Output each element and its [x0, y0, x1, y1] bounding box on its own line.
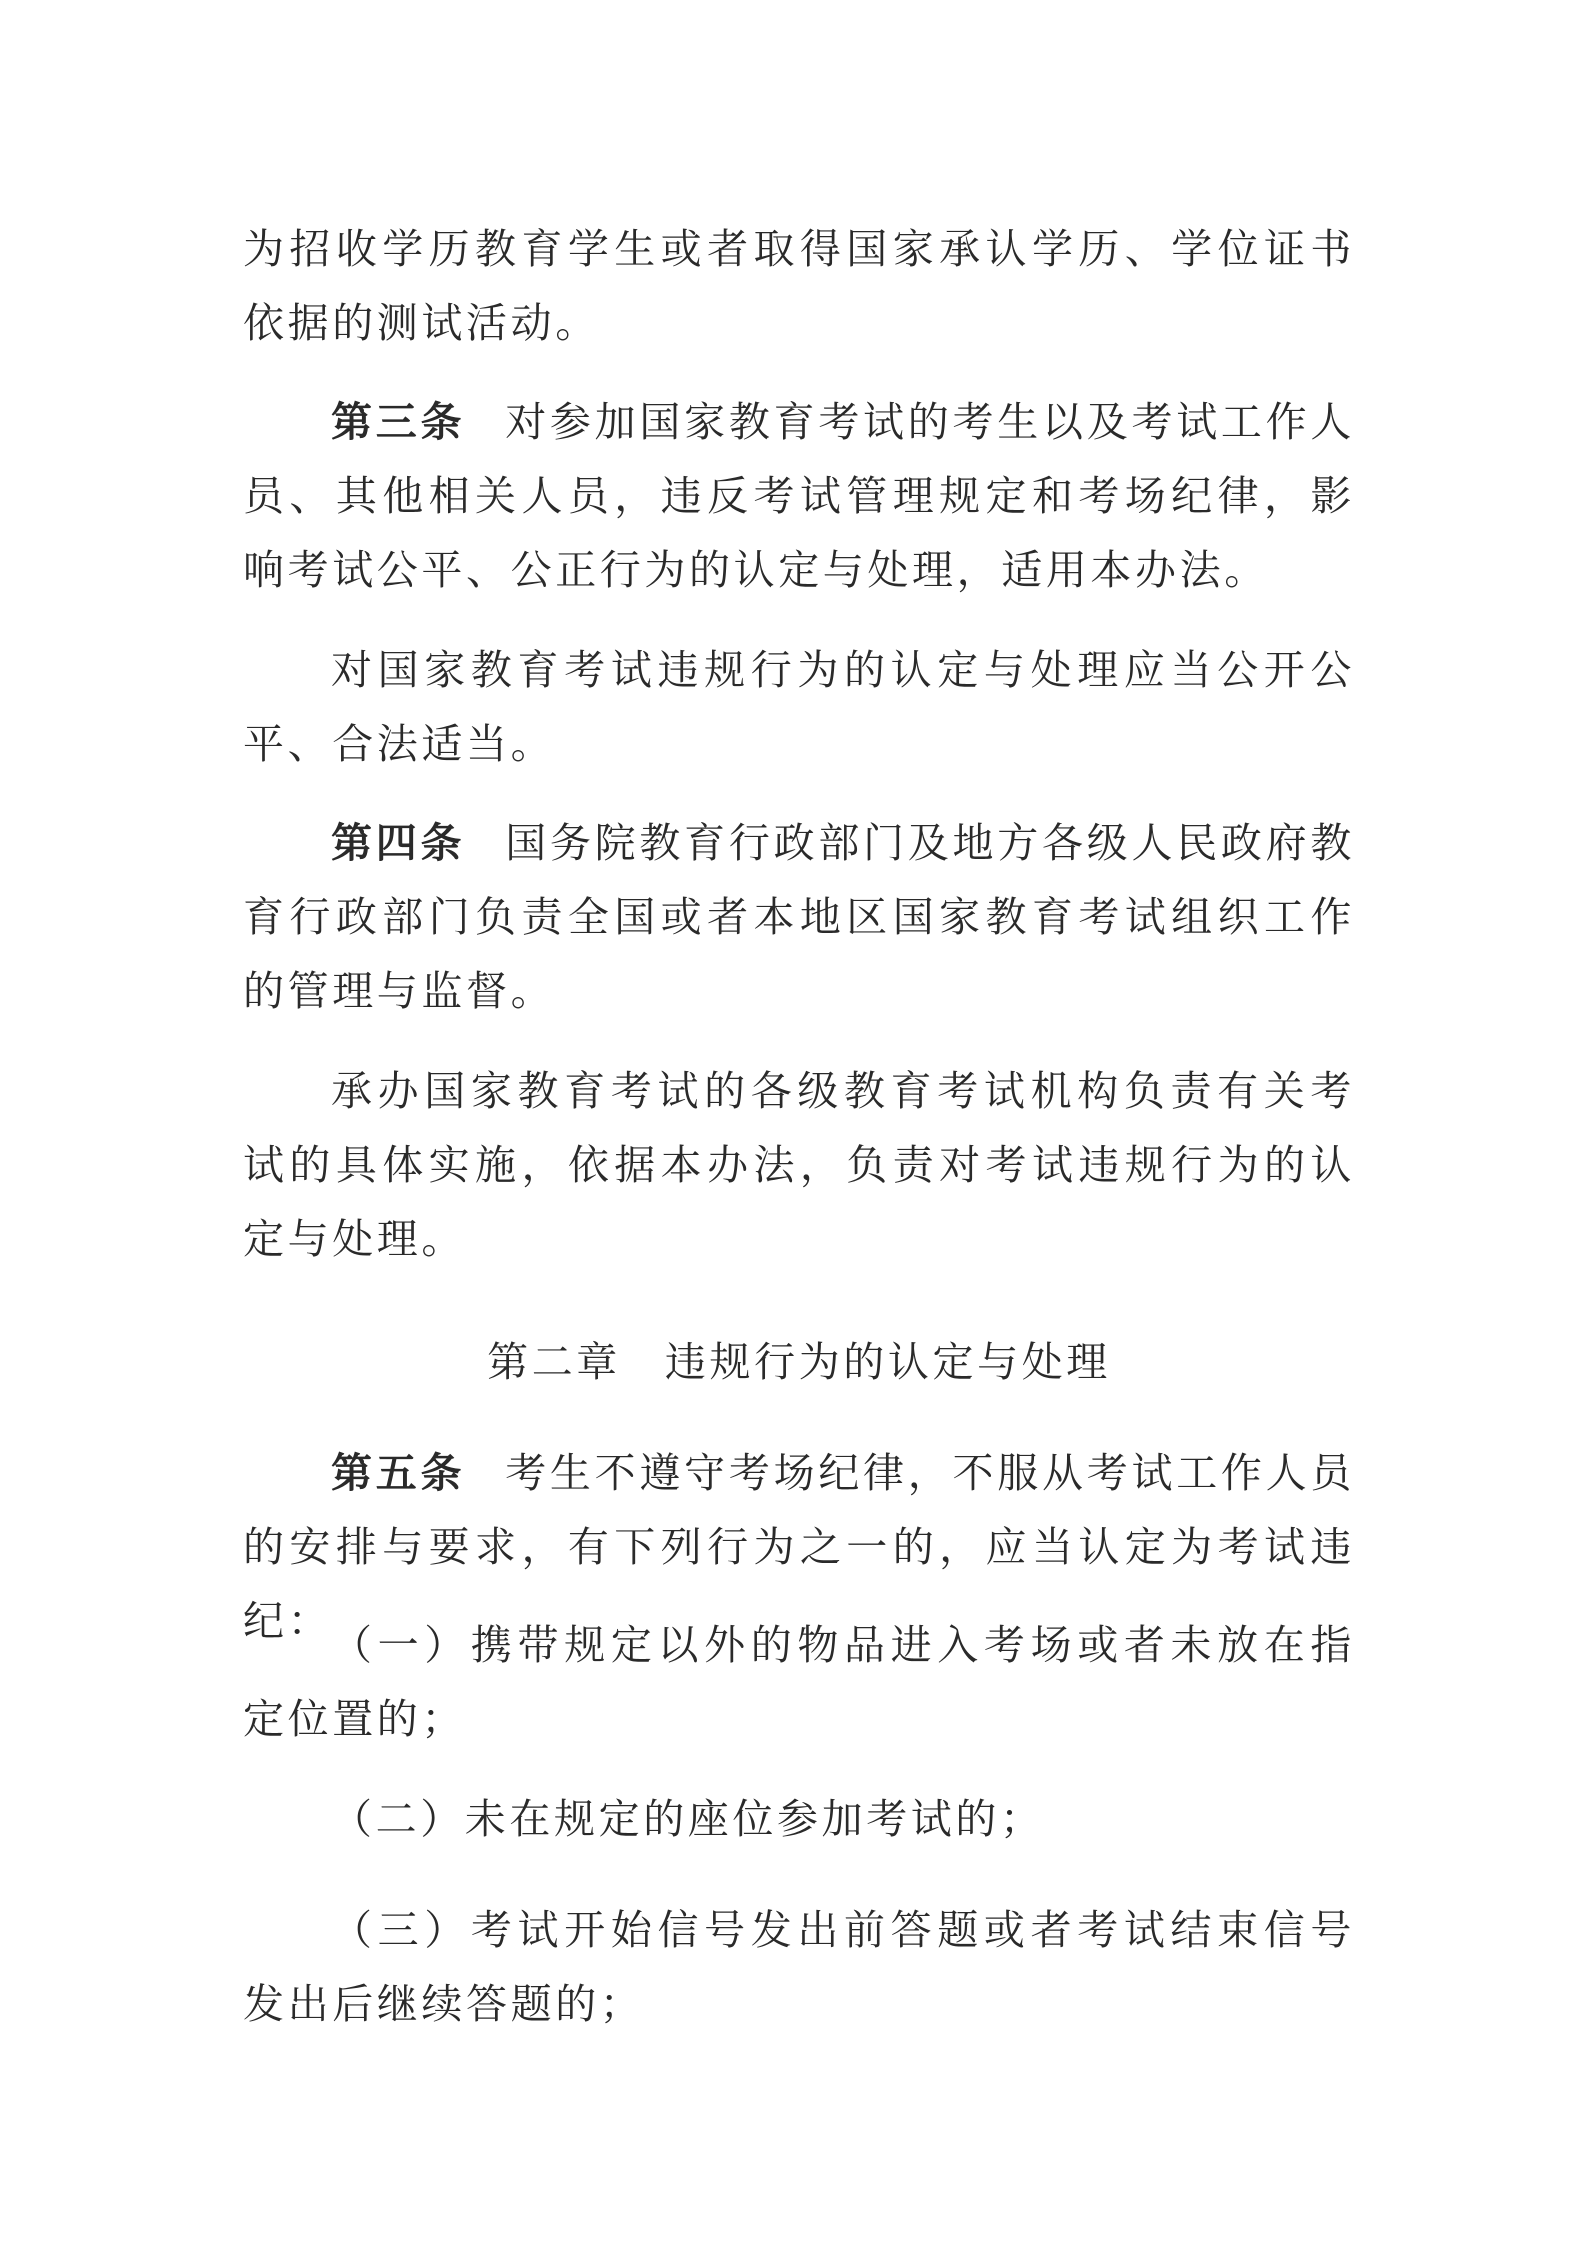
chapter-number: 第二章	[487, 1338, 621, 1386]
paragraph	[243, 1054, 1355, 1276]
article-number: 第三条	[331, 398, 466, 446]
paragraph-text: 国务院教育行政部门及地方各级人民政府教育行政部门负责全国或者本地区国家教育考试组织工作的管理与监督。	[243, 819, 1355, 1015]
chapter-heading	[243, 1325, 1355, 1399]
paragraph-text: 承办国家教育考试的各级教育考试机构负责有关考试的具体实施，依据本办法，负责对考试违规行为的认定与处理。	[243, 1067, 1355, 1263]
paragraph-text: 为招收学历教育学生或者取得国家承认学历、学位证书依据的测试活动。	[243, 225, 1355, 347]
list-item-text: （一）携带规定以外的物品进入考场或者未放在指定位置的；	[243, 1621, 1355, 1743]
list-item	[243, 1608, 1355, 1756]
paragraph-continuation	[243, 212, 1355, 360]
article-3-paragraph	[243, 385, 1355, 607]
paragraph-text: 考生不遵守考场纪律，不服从考试工作人员的安排与要求，有下列行为之一的，应当认定为考试违纪：	[243, 1449, 1355, 1645]
article-4-paragraph	[243, 806, 1355, 1028]
list-item-text: （二）未在规定的座位参加考试的；	[331, 1795, 1045, 1843]
list-item-text: （三）考试开始信号发出前答题或者考试结束信号发出后继续答题的；	[243, 1906, 1355, 2028]
paragraph	[243, 633, 1355, 781]
paragraph-text: 对参加国家教育考试的考生以及考试工作人员、其他相关人员，违反考试管理规定和考场纪律，影响考试公平、公正行为的认定与处理，适用本办法。	[243, 398, 1355, 594]
article-number: 第四条	[331, 819, 466, 867]
list-item	[243, 1893, 1355, 2041]
paragraph-text: 对国家教育考试违规行为的认定与处理应当公开公平、合法适当。	[243, 646, 1355, 768]
chapter-title: 违规行为的认定与处理	[664, 1338, 1111, 1386]
list-item	[243, 1782, 1355, 1856]
article-number: 第五条	[331, 1449, 466, 1497]
